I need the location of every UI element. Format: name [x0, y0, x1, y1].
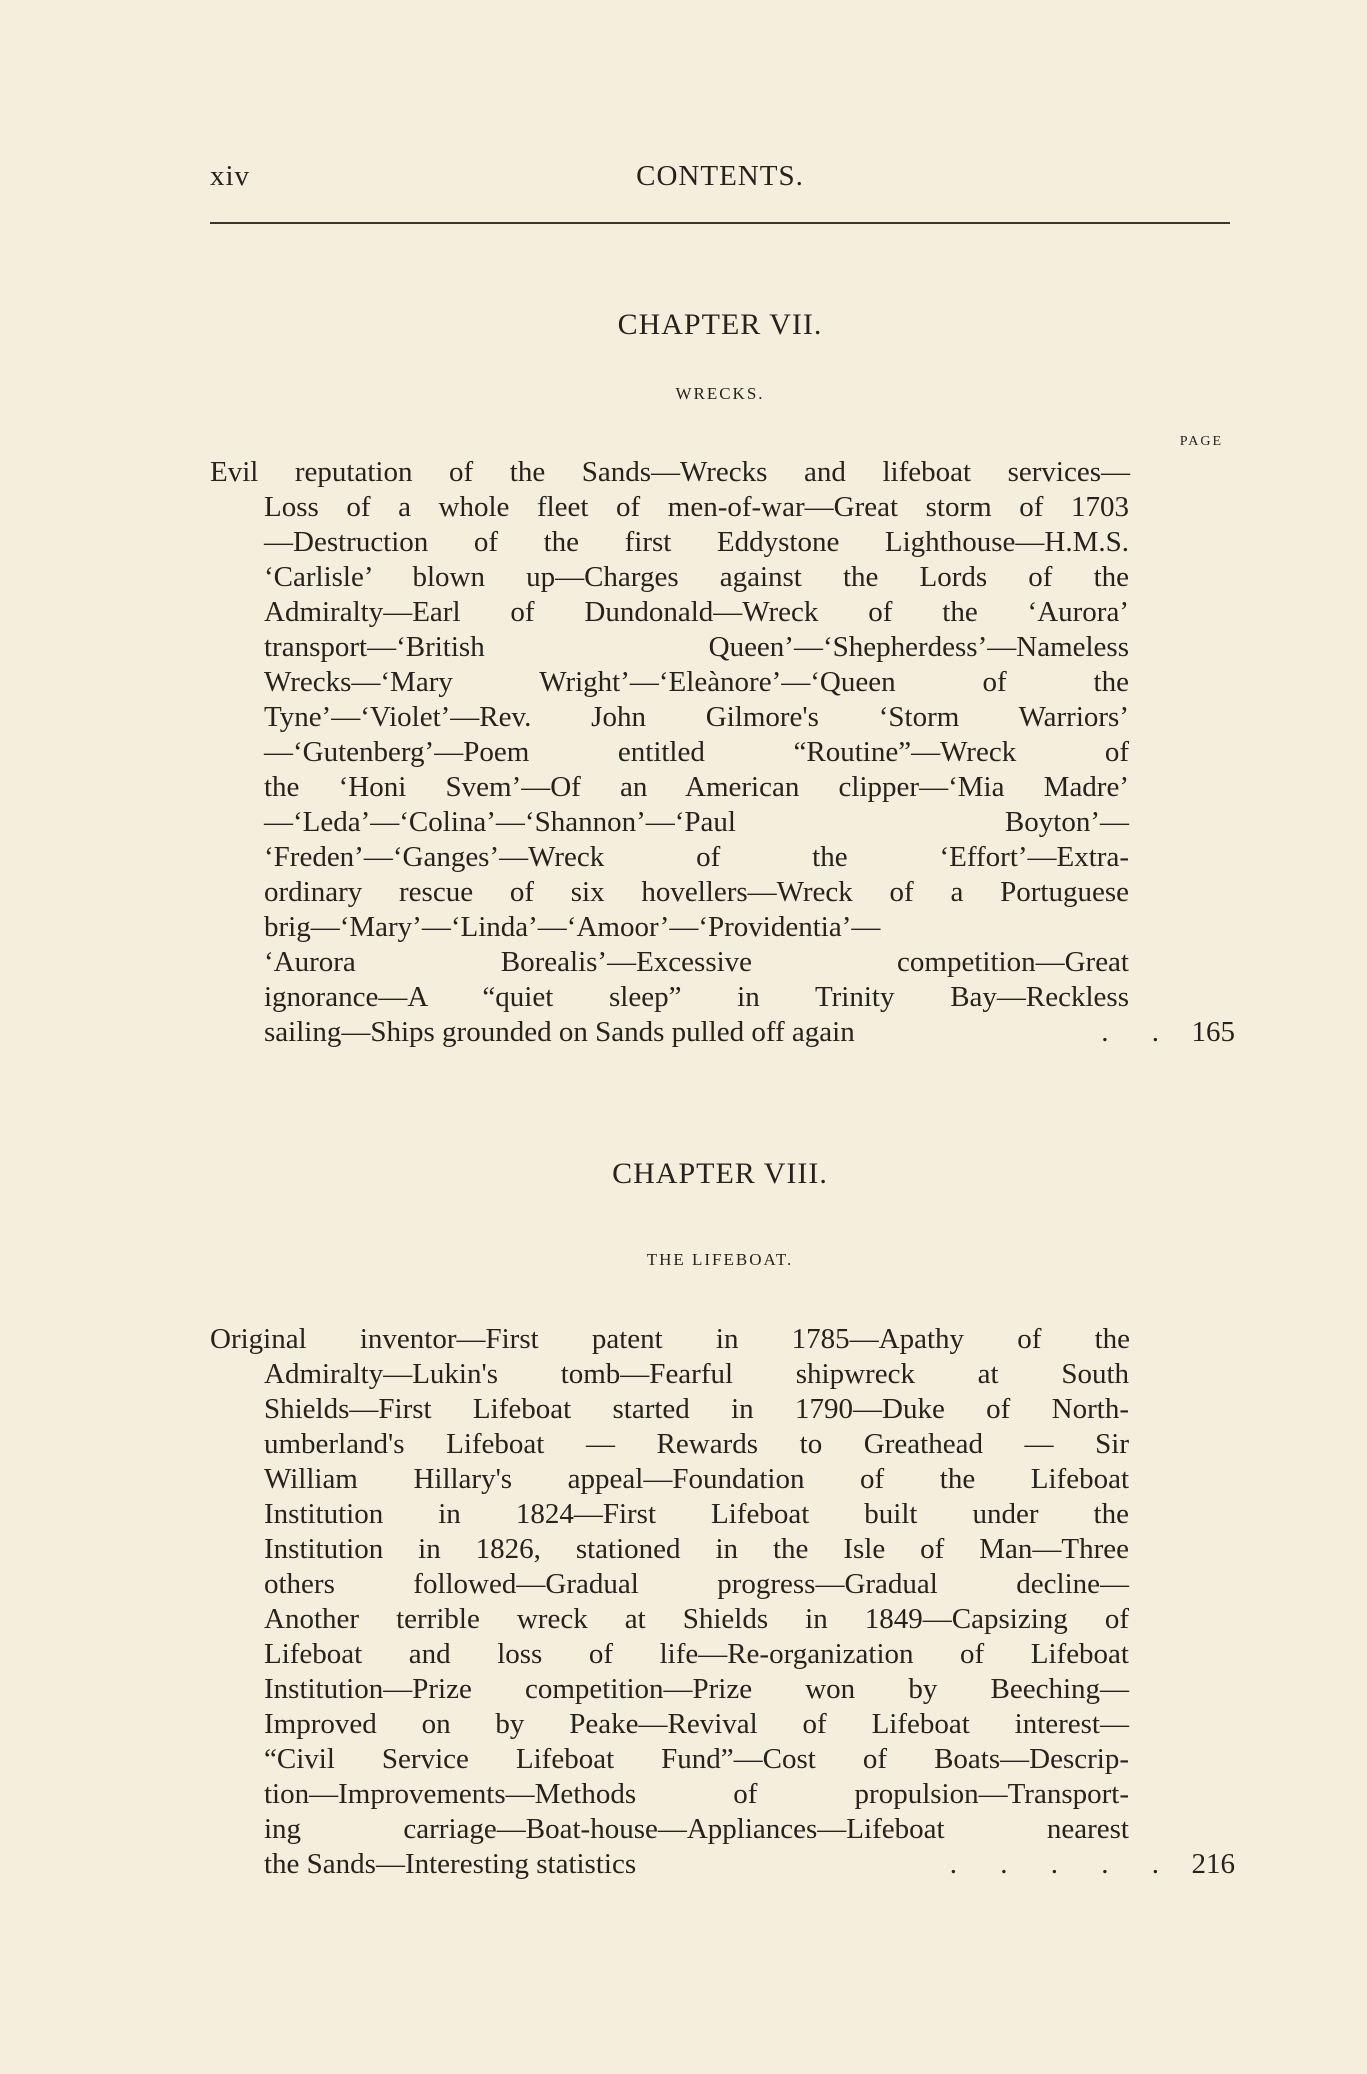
chapter-8-subtitle: THE LIFEBOAT. — [646, 1250, 794, 1269]
summary-line — [210, 1707, 1235, 1742]
summary-line — [210, 1427, 1235, 1462]
chapter-8-title: CHAPTER VIII. — [612, 1157, 828, 1190]
chapter-7-summary — [210, 455, 1235, 1050]
summary-line — [210, 1392, 1235, 1427]
summary-line — [210, 595, 1235, 630]
summary-line-text: William Hillary's appeal—Foundation of the Lifeboat — [264, 1463, 1129, 1495]
summary-line-text: Loss of a whole fleet of men-of-war—Great storm of 1703 — [264, 491, 1129, 523]
summary-line-text: Institution in 1824—First Lifeboat built under the — [264, 1498, 1129, 1530]
running-head — [210, 160, 1230, 200]
summary-line-text: the Sands—Interesting statistics — [264, 1848, 637, 1880]
folio-page-number: xiv — [210, 160, 251, 192]
summary-line — [210, 910, 1235, 945]
summary-line-text: Admiralty—Lukin's tomb—Fearful shipwreck at South — [264, 1358, 1129, 1390]
summary-line-text: Admiralty—Earl of Dundonald—Wreck of the ‘Aurora’ — [264, 596, 1129, 628]
summary-line — [210, 1742, 1235, 1777]
summary-line-text: Wrecks—‘Mary Wright’—‘Eleànore’—‘Queen of the — [264, 666, 1129, 698]
chapter-page-number: 216 — [1191, 1848, 1235, 1880]
summary-line-text: ‘Carlisle’ blown up—Charges against the Lords of the — [264, 561, 1129, 593]
summary-line-text: ing carriage—Boat-house—Appliances—Lifeboat nearest — [264, 1813, 1129, 1845]
summary-line — [210, 1637, 1235, 1672]
summary-line-text: ‘Aurora Borealis’—Excessive competition—Great — [264, 946, 1129, 978]
summary-line — [210, 945, 1235, 980]
summary-line-text: —‘Gutenberg’—Poem entitled “Routine”—Wreck of — [264, 736, 1129, 768]
leader-dots: . . — [1101, 1016, 1177, 1048]
summary-line-text: —‘Leda’—‘Colina’—‘Shannon’—‘Paul Boyton’— — [264, 806, 1129, 838]
summary-line-text: tion—Improvements—Methods of propulsion—Transport- — [264, 1778, 1129, 1810]
summary-line-text: —Destruction of the first Eddystone Lighthouse—H.M.S. — [264, 526, 1129, 558]
leader-dots: . . . . . — [949, 1848, 1177, 1880]
page-leader — [950, 1847, 1235, 1882]
summary-line — [210, 1532, 1235, 1567]
page-column-label: PAGE — [1179, 434, 1223, 449]
summary-line — [210, 525, 1235, 560]
summary-line — [210, 1777, 1235, 1812]
summary-line — [210, 560, 1235, 595]
summary-line-text: ignorance—A “quiet sleep” in Trinity Bay—Reckless — [264, 981, 1129, 1013]
summary-line-text: Evil reputation of the Sands—Wrecks and lifeboat services— — [210, 456, 1130, 488]
summary-line-text: Shields—First Lifeboat started in 1790—Duke of North- — [264, 1393, 1129, 1425]
summary-line-text: Tyne’—‘Violet’—Rev. John Gilmore's ‘Storm Warriors’ — [264, 701, 1129, 733]
summary-line — [210, 630, 1235, 665]
summary-line — [210, 1812, 1235, 1847]
summary-line — [210, 1672, 1235, 1707]
page-leader — [1101, 1015, 1235, 1050]
chapter-7-subtitle: WRECKS. — [675, 384, 765, 403]
summary-line-text: brig—‘Mary’—‘Linda’—‘Amoor’—‘Providentia’— — [264, 911, 881, 943]
summary-line-text: ordinary rescue of six hovellers—Wreck of a Portuguese — [264, 876, 1129, 908]
summary-line — [210, 875, 1235, 910]
summary-line-text: “Civil Service Lifeboat Fund”—Cost of Boats—Descrip- — [264, 1743, 1129, 1775]
summary-line — [210, 735, 1235, 770]
summary-line-text: others followed—Gradual progress—Gradual decline— — [264, 1568, 1129, 1600]
summary-line-text: Lifeboat and loss of life—Re-organization of Lifeboat — [264, 1638, 1129, 1670]
chapter-8-summary — [210, 1322, 1235, 1882]
summary-line — [210, 840, 1235, 875]
chapter-7-title: CHAPTER VII. — [617, 308, 823, 341]
summary-line — [210, 1462, 1235, 1497]
summary-line — [210, 1322, 1235, 1357]
summary-line-text: Another terrible wreck at Shields in 1849—Capsizing of — [264, 1603, 1129, 1635]
header-rule — [210, 222, 1230, 224]
summary-line — [210, 1602, 1235, 1637]
summary-line-text: ‘Freden’—‘Ganges’—Wreck of the ‘Effort’—Extra- — [264, 841, 1129, 873]
summary-line-text: Original inventor—First patent in 1785—Apathy of the — [210, 1323, 1130, 1355]
summary-line — [210, 1567, 1235, 1602]
summary-line — [210, 490, 1235, 525]
summary-line-text: the ‘Honi Svem’—Of an American clipper—‘Mia Madre’ — [264, 771, 1129, 803]
running-title: CONTENTS. — [636, 160, 804, 192]
summary-line-text: transport—‘British Queen’—‘Shepherdess’—Nameless — [264, 631, 1129, 663]
summary-line — [210, 665, 1235, 700]
summary-line-text: Institution—Prize competition—Prize won by Beeching— — [264, 1673, 1129, 1705]
summary-line-text: Institution in 1826, stationed in the Isle of Man—Three — [264, 1533, 1129, 1565]
summary-line — [210, 980, 1235, 1015]
chapter-page-number: 165 — [1191, 1016, 1235, 1048]
summary-line-text: sailing—Ships grounded on Sands pulled off again — [264, 1016, 855, 1048]
summary-line — [210, 805, 1235, 840]
summary-line — [210, 1357, 1235, 1392]
summary-line — [210, 1015, 1235, 1050]
summary-line — [210, 770, 1235, 805]
summary-line — [210, 700, 1235, 735]
summary-line-text: Improved on by Peake—Revival of Lifeboat interest— — [264, 1708, 1129, 1740]
summary-line — [210, 1847, 1235, 1882]
summary-line — [210, 455, 1235, 490]
summary-line — [210, 1497, 1235, 1532]
summary-line-text: umberland's Lifeboat — Rewards to Greathead — Sir — [264, 1428, 1129, 1460]
